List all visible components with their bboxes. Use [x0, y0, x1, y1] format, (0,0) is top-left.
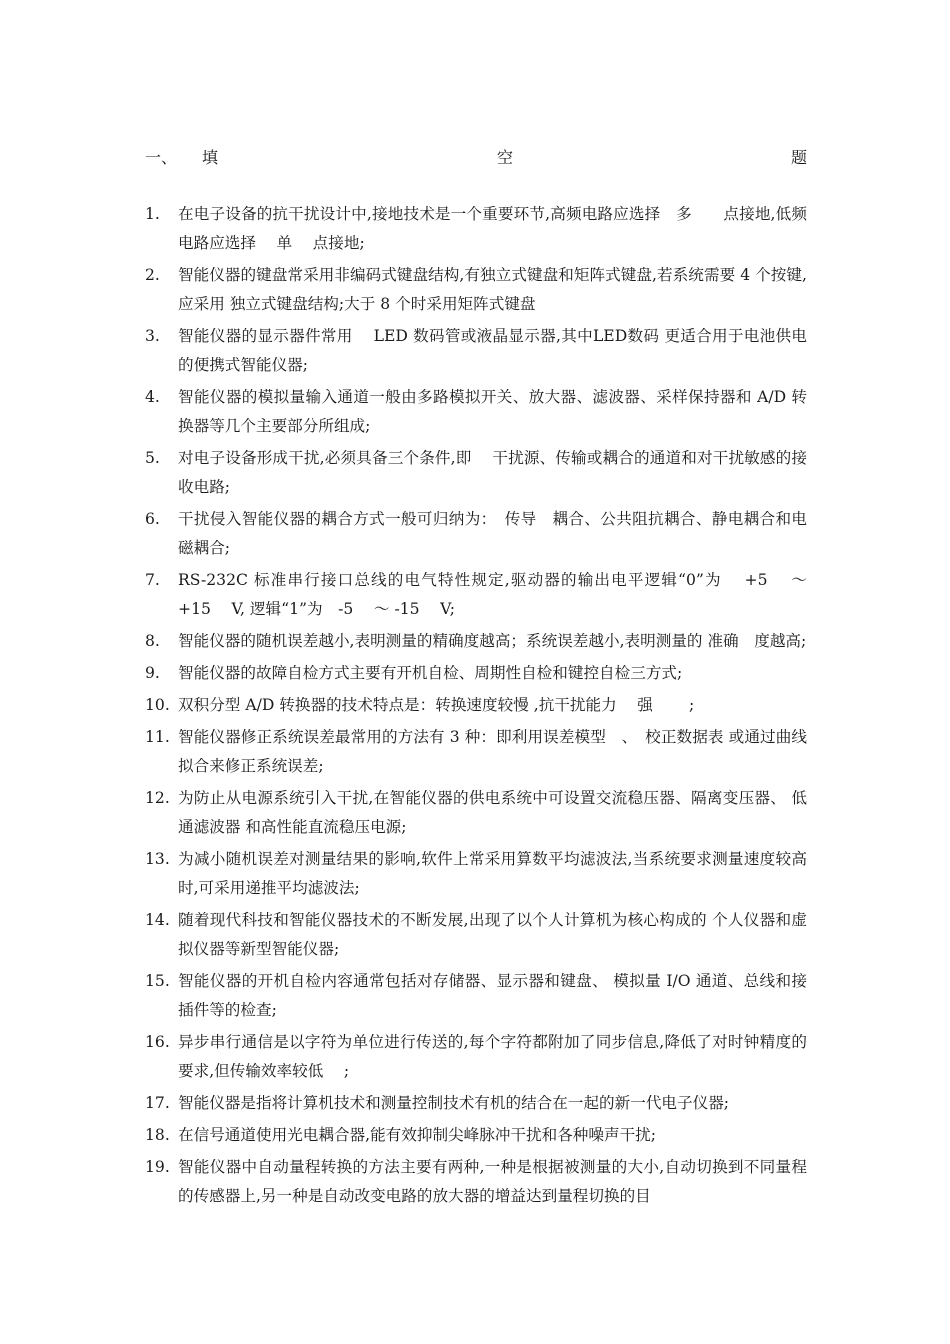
question-text: RS-232C 标准串行接口总线的电气特性规定,驱动器的输出电平逻辑“0”为 +5 ～ +15 V, 逻辑“1”为 -5 ～ -15 V;	[178, 571, 823, 618]
question-number: 6.	[145, 510, 160, 528]
question-text: 智能仪器中自动量程转换的方法主要有两种,一种是根据被测量的大小,自动切换到不同量程的传感器上,另一种是自动改变电路的放大器的增益达到量程切换的目	[178, 1158, 807, 1205]
question-item	[145, 967, 807, 1025]
question-item	[145, 627, 807, 656]
question-item	[145, 906, 807, 964]
question-number: 4.	[145, 388, 160, 406]
question-text: 随着现代科技和智能仪器技术的不断发展,出现了以个人计算机为核心构成的 个人仪器和虚拟仪器等新型智能仪器;	[178, 911, 807, 958]
section-title-char-3: 题	[790, 148, 807, 167]
question-text: 异步串行通信是以字符为单位进行传送的,每个字符都附加了同步信息,降低了对时钟精度的要求,但传输效率较低 ;	[178, 1033, 807, 1080]
question-number: 5.	[145, 449, 160, 467]
question-text: 智能仪器修正系统误差最常用的方法有 3 种：即利用误差模型 、 校正数据表 或通过曲线拟合来修正系统误差;	[178, 728, 807, 775]
question-number: 15.	[145, 972, 170, 990]
question-number: 13.	[145, 850, 170, 868]
question-number: 19.	[145, 1158, 170, 1176]
question-item	[145, 784, 807, 842]
question-number: 10.	[145, 696, 170, 714]
question-item	[145, 322, 807, 380]
question-item	[145, 200, 807, 258]
question-item	[145, 261, 807, 319]
question-item	[145, 566, 823, 624]
question-item	[145, 1089, 807, 1118]
question-text: 智能仪器的故障自检方式主要有开机自检、周期性自检和键控自检三方式;	[178, 664, 683, 682]
question-text: 智能仪器的开机自检内容通常包括对存储器、显示器和键盘、 模拟量 I/O 通道、总线和接插件等的检查;	[178, 972, 807, 1019]
question-text: 在信号通道使用光电耦合器,能有效抑制尖峰脉冲干扰和各种噪声干扰;	[178, 1126, 657, 1144]
question-number: 1.	[145, 205, 160, 223]
question-item	[145, 723, 807, 781]
section-title-char-1: 填	[202, 148, 219, 167]
question-number: 12.	[145, 789, 170, 807]
question-item	[145, 659, 807, 688]
question-item	[145, 1028, 807, 1086]
question-number: 8.	[145, 632, 160, 650]
question-item	[145, 505, 807, 563]
question-number: 11.	[145, 728, 170, 746]
question-text: 智能仪器是指将计算机技术和测量控制技术有机的结合在一起的新一代电子仪器;	[178, 1094, 730, 1112]
question-number: 17.	[145, 1094, 170, 1112]
question-number: 18.	[145, 1126, 170, 1144]
question-text: 智能仪器的模拟量输入通道一般由多路模拟开关、放大器、滤波器、采样保持器和 A/D 转换器等几个主要部分所组成;	[178, 388, 807, 435]
question-text: 为减小随机误差对测量结果的影响,软件上常采用算数平均滤波法,当系统要求测量速度较高时,可采用递推平均滤波法;	[178, 850, 807, 897]
question-number: 16.	[145, 1033, 170, 1051]
question-text: 为防止从电源系统引入干扰,在智能仪器的供电系统中可设置交流稳压器、隔离变压器、 低通滤波器 和高性能直流稳压电源;	[178, 789, 807, 836]
question-item	[145, 383, 807, 441]
section-number: 一、	[145, 148, 178, 167]
section-title-char-2: 空	[497, 148, 514, 167]
question-number: 7.	[145, 571, 160, 589]
question-item	[145, 1153, 807, 1211]
question-item	[145, 845, 807, 903]
question-text: 在电子设备的抗干扰设计中,接地技术是一个重要环节,高频电路应选择 多 点接地,低频电路应选择 单 点接地;	[178, 205, 807, 252]
question-text: 干扰侵入智能仪器的耦合方式一般可归纳为： 传导 耦合、公共阻抗耦合、静电耦合和电磁耦合;	[178, 510, 807, 557]
question-text: 智能仪器的显示器件常用 LED 数码管或液晶显示器,其中LED数码 更适合用于电池供电的便携式智能仪器;	[178, 327, 807, 374]
question-item	[145, 1121, 807, 1150]
question-number: 9.	[145, 664, 160, 682]
question-list	[145, 200, 823, 1214]
question-text: 智能仪器的随机误差越小,表明测量的精确度越高；系统误差越小,表明测量的 准确 度越高;	[178, 632, 807, 650]
section-heading	[145, 146, 807, 170]
question-item	[145, 691, 807, 720]
question-text: 双积分型 A/D 转换器的技术特点是：转换速度较慢 ,抗干扰能力 强 ;	[178, 696, 695, 714]
question-number: 3.	[145, 327, 160, 345]
question-text: 对电子设备形成干扰,必须具备三个条件,即 干扰源、传输或耦合的通道和对干扰敏感的接收电路;	[178, 449, 807, 496]
question-number: 2.	[145, 266, 160, 284]
question-text: 智能仪器的键盘常采用非编码式键盘结构,有独立式键盘和矩阵式键盘,若系统需要 4 个按键,应采用 独立式键盘结构;大于 8 个时采用矩阵式键盘	[178, 266, 807, 313]
question-item	[145, 444, 807, 502]
question-number: 14.	[145, 911, 170, 929]
